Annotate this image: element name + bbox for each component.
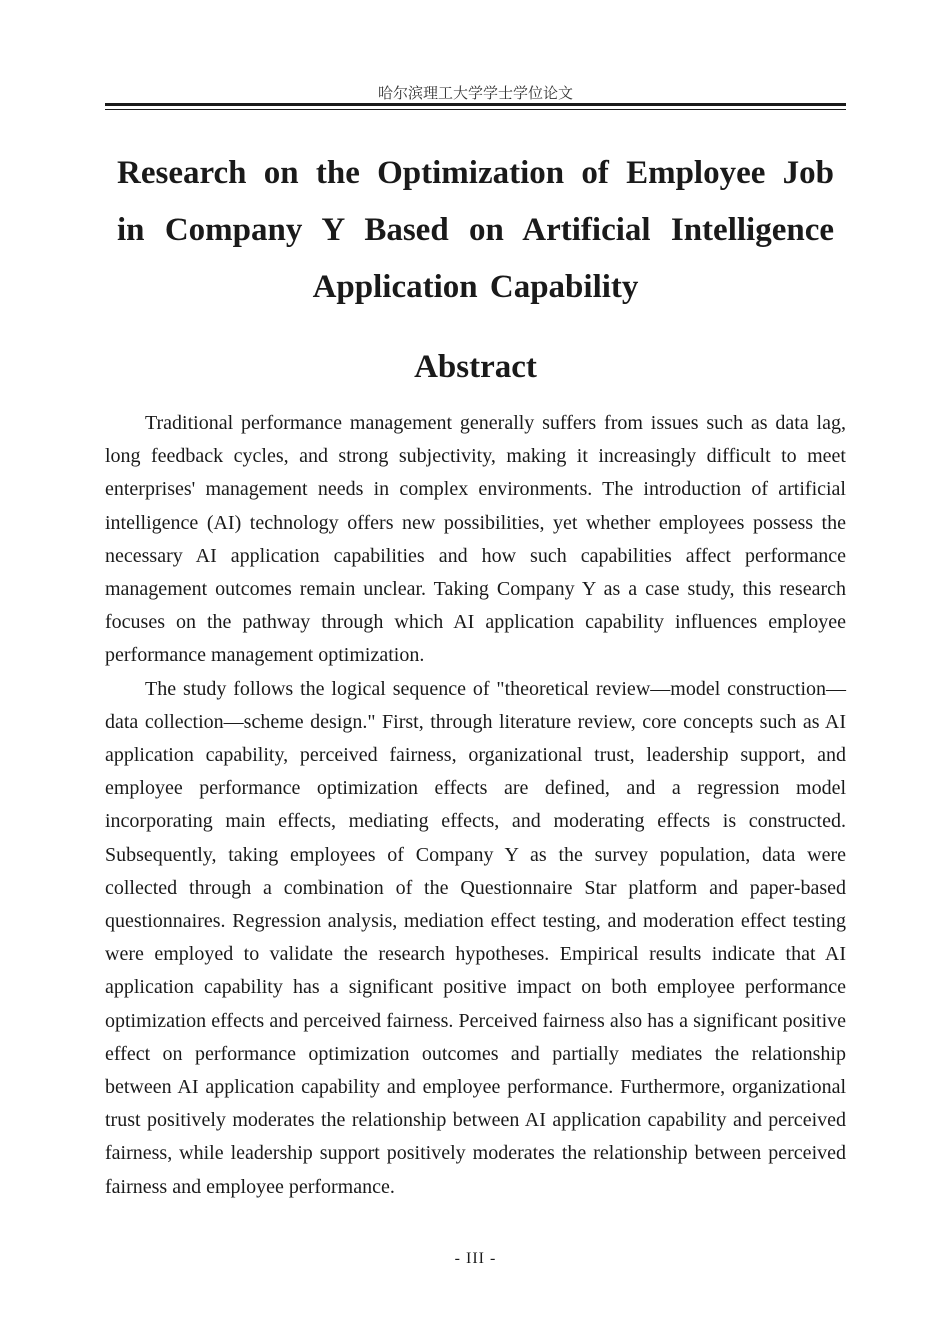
abstract-body [105, 407, 846, 1204]
thesis-title-line-2: in Company Y Based on Artificial Intelligence [117, 212, 834, 248]
thesis-title-line-1: Research on the Optimization of Employee Job [117, 155, 834, 191]
thesis-title-line-3: Application Capability [312, 269, 639, 305]
abstract-paragraph-2: The study follows the logical sequence of "theoretical review—model construction—data collection—scheme design." First, through literature review, core concepts such as AI application capability, perceived fairness, organizational trust, leadership support, and employee performance optimization effects are defined, and a regression model incorporating main effects, mediating effects, and moderating effects is constructed. Subsequently, taking employees of Company Y as the survey population, data were collected through a combination of the Questionnaire Star platform and paper-based questionnaires. Regression analysis, mediation effect testing, and moderation effect testing were employed to validate the research hypotheses. Empirical results indicate that AI application capability has a significant positive impact on both employee performance optimization effects and perceived fairness. Perceived fairness also has a significant positive effect on performance optimization outcomes and partially mediates the relationship between AI application capability and employee performance. Furthermore, organizational trust positively moderates the relationship between AI application capability and perceived fairness, while leadership support positively moderates the relationship between perceived fairness and employee performance. [105, 677, 846, 1198]
abstract-paragraph-1: Traditional performance management generally suffers from issues such as data lag, long feedback cycles, and strong subjectivity, making it increasingly difficult to meet enterprises' management needs in complex environments. The introduction of artificial intelligence (AI) technology offers new possibilities, yet whether employees possess the necessary AI application capabilities and how such capabilities affect performance management outcomes remain unclear. Taking Company Y as a case study, this research focuses on the pathway through which AI application capability influences employee performance management optimization. [105, 412, 846, 667]
page-number: - III - [454, 1250, 497, 1267]
abstract-heading: Abstract [414, 349, 537, 385]
thesis-title [105, 145, 846, 316]
header-double-rule [105, 103, 846, 110]
running-header: 哈尔滨理工大学学士学位论文 [377, 84, 573, 102]
